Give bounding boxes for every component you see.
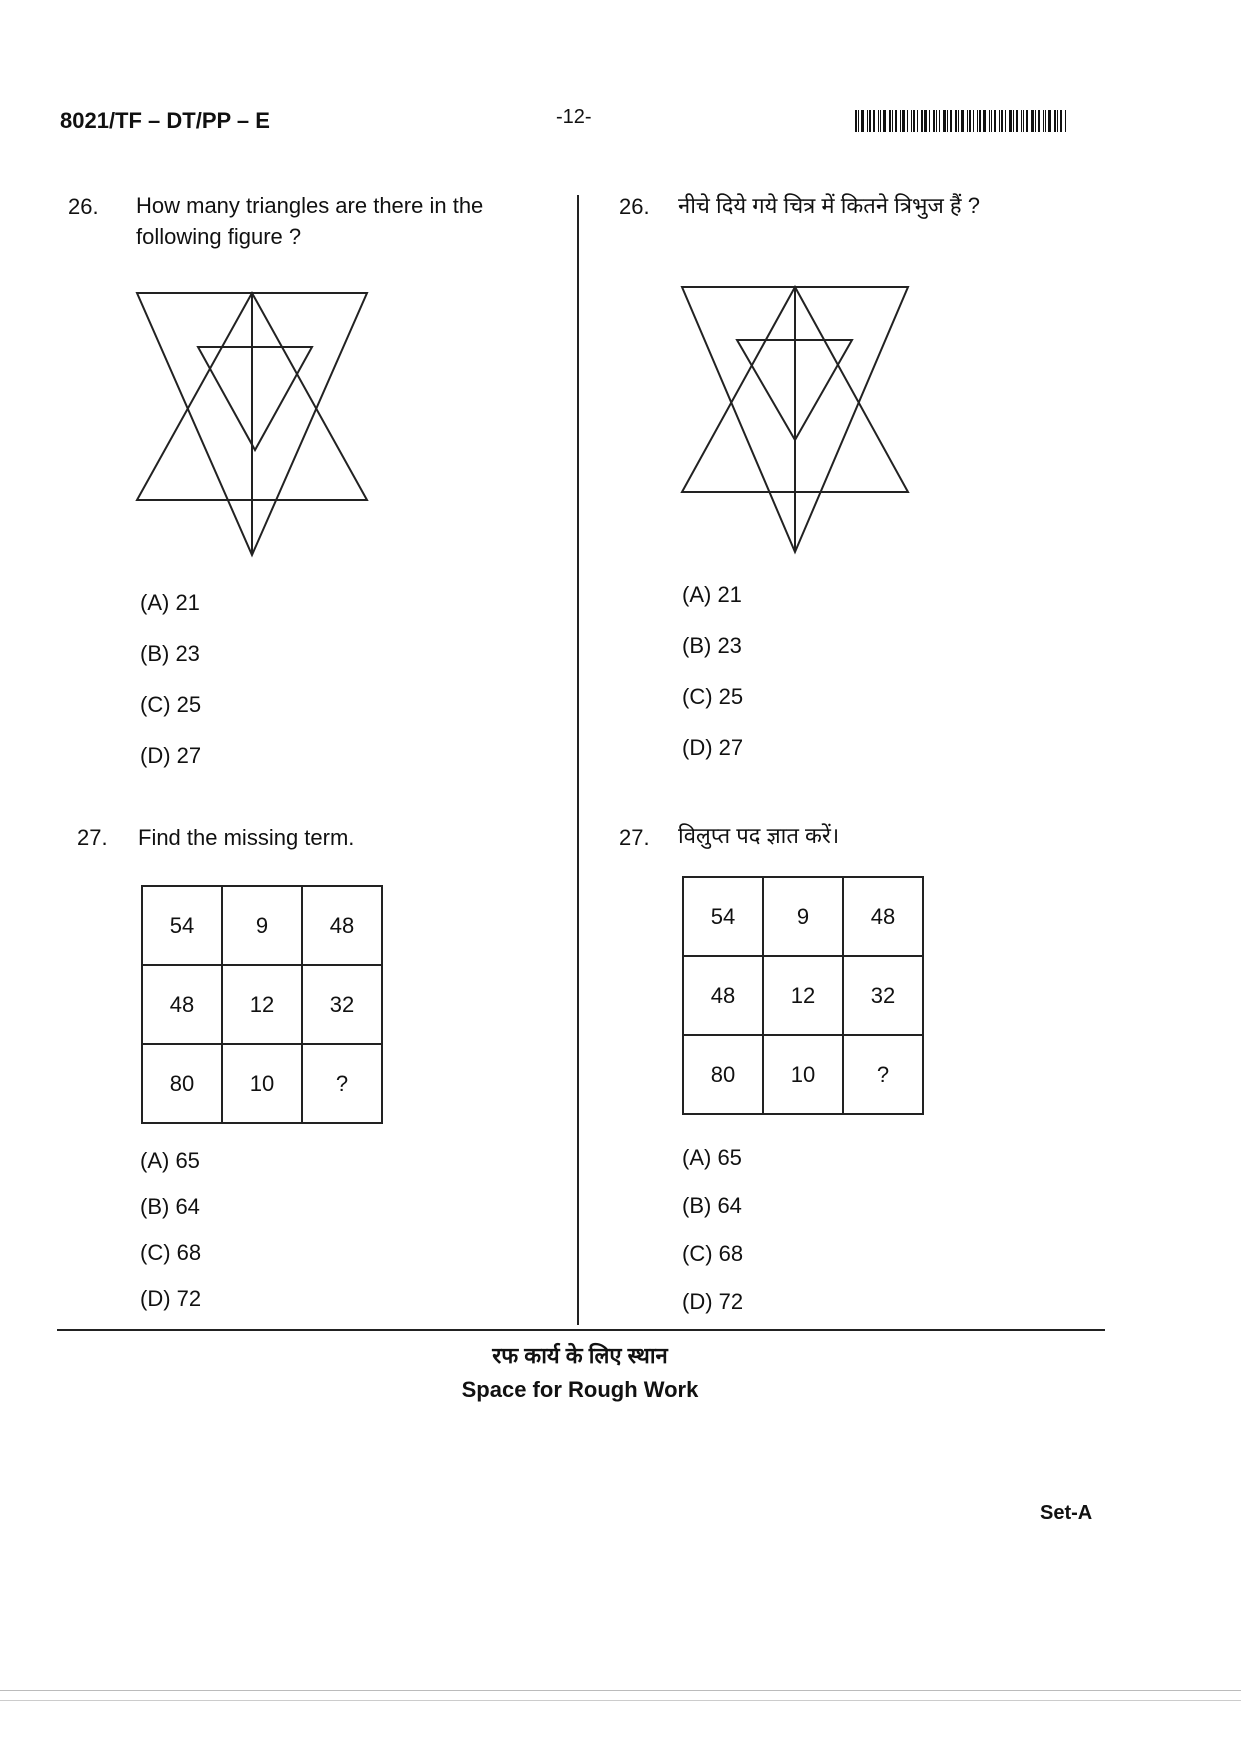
q26-option-d[interactable]: (D) 27 [140,743,202,768]
barcode-bar [900,110,901,132]
barcode-icon [855,110,1067,132]
grid-cell: 12 [222,965,302,1044]
q27-text: Find the missing term. [138,825,355,850]
barcode-bar [924,110,927,132]
q26-hindi-option-d[interactable]: (D) 27 [682,735,744,760]
rough-work-label: Space for Rough Work [461,1377,699,1402]
grid-row [142,886,382,965]
barcode-bar [1013,110,1014,132]
barcode-bar [1016,110,1018,132]
barcode-bar [880,110,881,132]
barcode-bar [861,110,864,132]
q26-option-b[interactable]: (B) 23 [140,641,200,666]
q27-options [140,1148,201,1332]
grid-cell: 32 [302,965,382,1044]
grid-cell: ? [843,1035,923,1114]
q27-hindi-option-c[interactable]: (C) 68 [682,1241,744,1266]
grid-row [683,1035,923,1114]
barcode-bar [1035,110,1036,132]
barcode-bar [917,110,918,132]
q27-hindi-options [682,1145,743,1337]
grid-cell: ? [302,1044,382,1123]
barcode-bar [977,110,978,132]
barcode-bar [943,110,946,132]
barcode-bar [1043,110,1044,132]
barcode-bar [979,110,981,132]
barcode-bar [892,110,893,132]
barcode-bar [895,110,897,132]
barcode-bar [1065,110,1066,132]
grid-cell: 48 [843,877,923,956]
barcode-bar [902,110,905,132]
grid-cell: 48 [683,956,763,1035]
q26-hindi-triangle-figure [675,282,915,562]
barcode-bar [1045,110,1046,132]
q26-number: 26. [68,194,99,219]
q27-option-b[interactable]: (B) 64 [140,1194,200,1219]
barcode-bar [936,110,937,132]
q26-triangle-figure [130,285,370,565]
barcode-bar [1005,110,1006,132]
q26-option-c[interactable]: (C) 25 [140,692,202,717]
barcode-bar [933,110,935,132]
grid-row [683,956,923,1035]
barcode-bar [929,110,930,132]
barcode-bar [913,110,915,132]
barcode-bar [1026,110,1028,132]
grid-cell: 12 [763,956,843,1035]
q27-number-grid [141,885,383,1124]
barcode-bar [878,110,879,132]
q27-option-d[interactable]: (D) 72 [140,1286,202,1311]
small-down-triangle [198,347,312,450]
q26-option-a[interactable]: (A) 21 [140,590,200,615]
q26-hindi-text: नीचे दिये गये चित्र में कितने त्रिभुज हैं ? [678,193,980,218]
barcode-bar [867,110,868,132]
barcode-bar [1054,110,1056,132]
q27-option-c[interactable]: (C) 68 [140,1240,202,1265]
q26-hindi-option-c[interactable]: (C) 25 [682,684,744,709]
rough-work-label-hindi: रफ कार्य के लिए स्थान [492,1343,668,1368]
grid-cell: 48 [142,965,222,1044]
barcode-bar [1021,110,1022,132]
grid-cell: 80 [142,1044,222,1123]
barcode-bar [994,110,996,132]
barcode-bar [873,110,875,132]
grid-row [142,965,382,1044]
q27-hindi-option-b[interactable]: (B) 64 [682,1193,742,1218]
barcode-bar [1060,110,1062,132]
barcode-bar [883,110,886,132]
scan-line [0,1700,1241,1701]
q26-text-line2: following figure ? [136,224,302,249]
barcode-bar [1009,110,1012,132]
barcode-bar [911,110,912,132]
q27-hindi-text: विलुप्त पद ज्ञात करें। [678,823,840,848]
barcode-bar [955,110,957,132]
q26-text-line1: How many triangles are there in the [136,193,484,218]
barcode-bar [991,110,992,132]
q26-text [136,190,483,252]
barcode-bar [939,110,940,132]
q26-hindi-number: 26. [619,194,650,219]
q27-hindi-option-a[interactable]: (A) 65 [682,1145,742,1170]
grid-row [142,1044,382,1123]
q27-option-a[interactable]: (A) 65 [140,1148,200,1173]
barcode-bar [1048,110,1051,132]
barcode-bar [921,110,923,132]
page-number: -12- [556,106,592,128]
barcode-bar [889,110,891,132]
barcode-bar [967,110,968,132]
barcode-bar [907,110,908,132]
q26-hindi-options [682,582,743,786]
grid-cell: 80 [683,1035,763,1114]
column-divider [577,195,579,1325]
q26-hindi-option-b[interactable]: (B) 23 [682,633,742,658]
barcode-bar [989,110,990,132]
barcode-bar [969,110,971,132]
q27-hindi-number-grid [682,876,924,1115]
barcode-bar [858,110,859,132]
q27-number: 27. [77,825,108,850]
grid-cell: 10 [763,1035,843,1114]
grid-row [683,877,923,956]
barcode-bar [855,110,857,132]
barcode-bar [947,110,948,132]
grid-cell: 9 [763,877,843,956]
barcode-bar [1031,110,1034,132]
grid-cell: 10 [222,1044,302,1123]
barcode-bar [950,110,952,132]
barcode-bar [958,110,959,132]
rough-work-divider [57,1329,1105,1331]
barcode-bar [999,110,1000,132]
barcode-bar [983,110,986,132]
barcode-bar [869,110,871,132]
q26-options [140,590,201,794]
barcode-bar [1023,110,1024,132]
barcode-bar [1038,110,1040,132]
barcode-bar [973,110,974,132]
grid-cell: 32 [843,956,923,1035]
grid-cell: 48 [302,886,382,965]
grid-cell: 54 [683,877,763,956]
paper-code: 8021/TF – DT/PP – E [60,108,270,133]
barcode-bar [961,110,964,132]
grid-cell: 54 [142,886,222,965]
grid-cell: 9 [222,886,302,965]
q27-hindi-option-d[interactable]: (D) 72 [682,1289,744,1314]
scan-line [0,1690,1241,1691]
q26-hindi-option-a[interactable]: (A) 21 [682,582,742,607]
q27-hindi-number: 27. [619,825,650,850]
set-label: Set-A [1040,1502,1093,1524]
barcode-bar [1057,110,1058,132]
barcode-bar [1001,110,1003,132]
